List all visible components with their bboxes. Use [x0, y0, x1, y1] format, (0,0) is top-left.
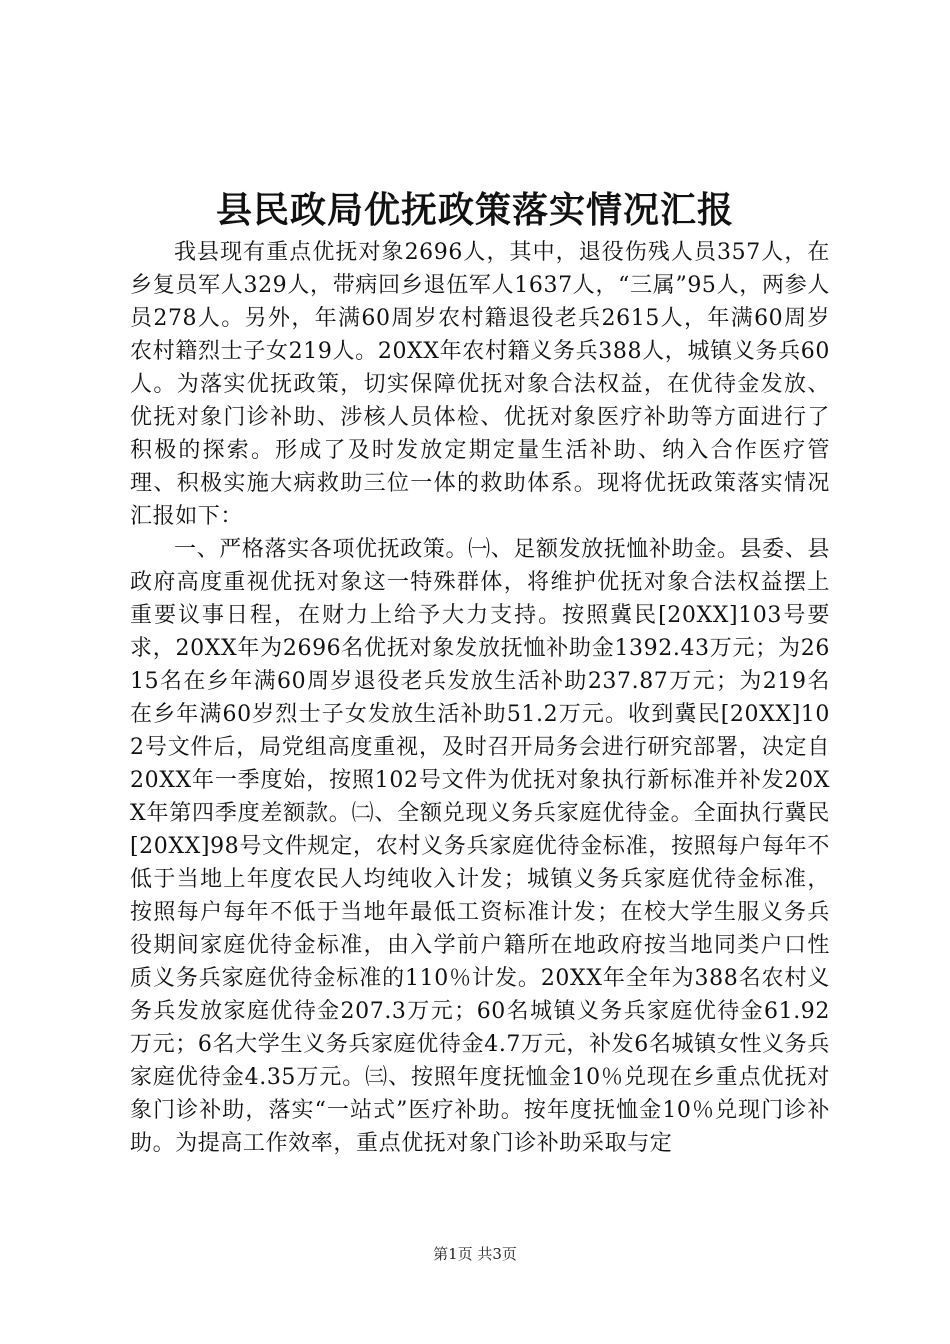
- page-title: 县民政局优抚政策落实情况汇报: [215, 189, 734, 231]
- paragraph-intro: 我县现有重点优抚对象2696人，其中，退役伤残人员357人，在乡复员军人329人，带病回乡退伍军人1637人，“三属”95人，两参人员278人。另外，年满60周岁农村籍退役老兵2615人，年满60周岁农村籍烈士子女219人。20XX年农村籍义务兵388人，城镇义务兵60人。为落实优抚政策，切实保障优抚对象合法权益，在优待金发放、优抚对象门诊补助、涉核人员体检、优抚对象医疗补助等方面进行了积极的探索。形成了及时发放定期定量生活补助、纳入合作医疗管理、积极实施大病救助三位一体的救助体系。现将优抚政策落实情况汇报如下：: [130, 240, 830, 529]
- page-footer: 第1页 共3页: [433, 1245, 517, 1263]
- document-body: [130, 236, 830, 1160]
- paragraph-section-one: 一、严格落实各项优抚政策。㈠、足额发放抚恤补助金。县委、县政府高度重视优抚对象这一特殊群体，将维护优抚对象合法权益摆上重要议事日程，在财力上给予大力支持。按照冀民[20XX]103号要求，20XX年为2696名优抚对象发放抚恤补助金1392.43万元；为2615名在乡年满60周岁退役老兵发放生活补助237.87万元；为219名在乡年满60岁烈士子女发放生活补助51.2万元。收到冀民[20XX]102号文件后，局党组高度重视，及时召开局务会进行研究部署，决定自20XX年一季度始，按照102号文件为优抚对象执行新标准并补发20XX年第四季度差额款。㈡、全额兑现义务兵家庭优待金。全面执行冀民[20XX]98号文件规定，农村义务兵家庭优待金标准，按照每户每年不低于当地上年度农民人均纯收入计发；城镇义务兵家庭优待金标准，按照每户每年不低于当地年最低工资标准计发；在校大学生服义务兵役期间家庭优待金标准，由入学前户籍所在地政府按当地同类户口性质义务兵家庭优待金标准的110％计发。20XX年全年为388名农村义务兵发放家庭优待金207.3万元；60名城镇义务兵家庭优待金61.92万元；6名大学生义务兵家庭优待金4.7万元，补发6名城镇女性义务兵家庭优待金4.35万元。㈢、按照年度抚恤金10％兑现在乡重点优抚对象门诊补助，落实“一站式”医疗补助。按年度抚恤金10％兑现门诊补助。为提高工作效率，重点优抚对象门诊补助采取与定: [130, 537, 830, 1156]
